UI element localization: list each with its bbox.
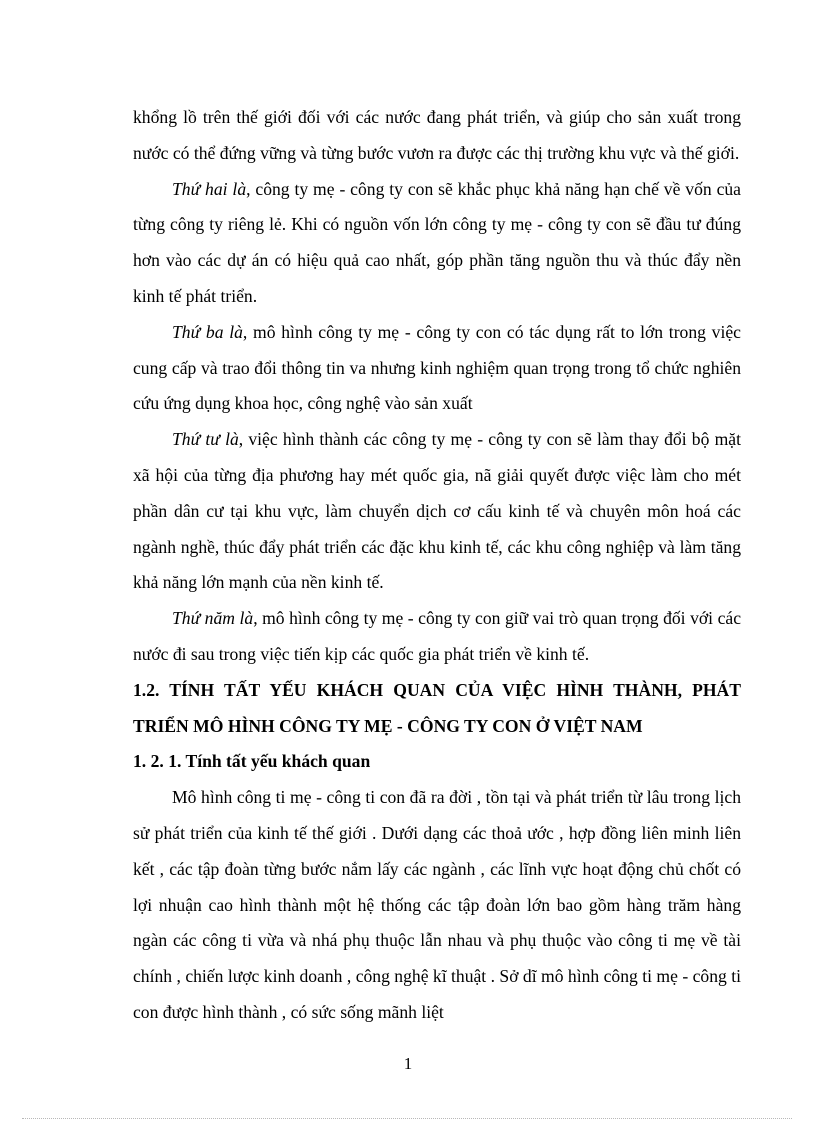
- paragraph-second-point: [133, 172, 741, 315]
- paragraph-continuation: khổng lồ trên thế giới đối với các nước đang phát triển, và giúp cho sản xuất trong nước có thể đứng vững và từng bước vươn ra được các thị trường khu vực và thế giới.: [133, 107, 741, 163]
- paragraph-lead-label: Thứ tư là: [172, 429, 239, 450]
- paragraph-body: , mô hình công ty mẹ - công ty con có tác dụng rất to lớn trong việc cung cấp và trao đổi thông tin va nhưng kinh nghiệm quan trọng trong tổ chức nghiên cứu ứng dụng khoa học, công nghệ vào sản xuất: [133, 321, 741, 414]
- subsection-heading: 1. 2. 1. Tính tất yếu khách quan: [133, 751, 371, 772]
- page-number: 1: [403, 1054, 413, 1073]
- paragraph-lead-label: Thứ ba là: [172, 321, 243, 342]
- paragraph-body: , công ty mẹ - công ty con sẽ khắc phục khả năng hạn chế về vốn của từng công ty riêng lẻ. Khi có nguồn vốn lớn công ty mẹ - công ty con sẽ đầu tư đúng hơn vào các dự án có hiệu quả cao nhất, góp phần tăng nguồn thu và thúc đẩy nền kinh tế phát triển.: [133, 178, 741, 306]
- paragraph-fifth-point: [133, 601, 741, 673]
- paragraph-lead-label: Thứ năm là: [172, 608, 254, 629]
- paragraph-objective-necessity: Mô hình công ti mẹ - công ti con đã ra đời , tồn tại và phát triển từ lâu trong lịch sử phát triển của kinh tế thế giới . Dưới dạng các thoả ước , hợp đồng liên minh liên kết , các tập đoàn từng bước nắm lấy các ngành , các lĩnh vực hoạt động chủ chốt có lợi nhuận cao hình thành một hệ thống các tập đoàn lớn bao gồm hàng trăm hàng ngàn các công ti vừa và nhá phụ thuộc lẫn nhau và phụ thuộc vào công ti mẹ về tài chính , chiến lược kinh doanh , công nghệ kĩ thuật . Sở dĩ mô hình công ti mẹ - công ti con được hình thành , có sức sống mãnh liệt: [133, 787, 741, 1022]
- page-body: [133, 100, 741, 1031]
- paragraph-body: , việc hình thành các công ty mẹ - công ty con sẽ làm thay đổi bộ mặt xã hội của từng địa phương hay mét quốc gia, nã giải quyết được việc làm cho mét phần dân cư tại khu vực, làm chuyển dịch cơ cấu kinh tế và chuyên môn hoá các ngành nghề, thúc đẩy phát triển các đặc khu kinh tế, các khu công nghiệp và làm tăng khả năng lớn mạnh của nền kinh tế.: [133, 429, 741, 593]
- paragraph-third-point: [133, 315, 741, 422]
- footer-dotted-divider: [22, 1118, 792, 1119]
- section-heading: 1.2. TÍNH TẤT YẾU KHÁCH QUAN CỦA VIỆC HÌNH THÀNH, PHÁT TRIỂN MÔ HÌNH CÔNG TY MẸ - CÔNG TY CON Ở VIỆT NAM: [133, 679, 741, 736]
- paragraph-body: , mô hình công ty mẹ - công ty con giữ vai trò quan trọng đối với các nước đi sau trong việc tiến kịp các quốc gia phát triển về kinh tế.: [133, 608, 741, 664]
- paragraph-fourth-point: [133, 422, 741, 601]
- paragraph-lead-label: Thứ hai là: [172, 178, 247, 199]
